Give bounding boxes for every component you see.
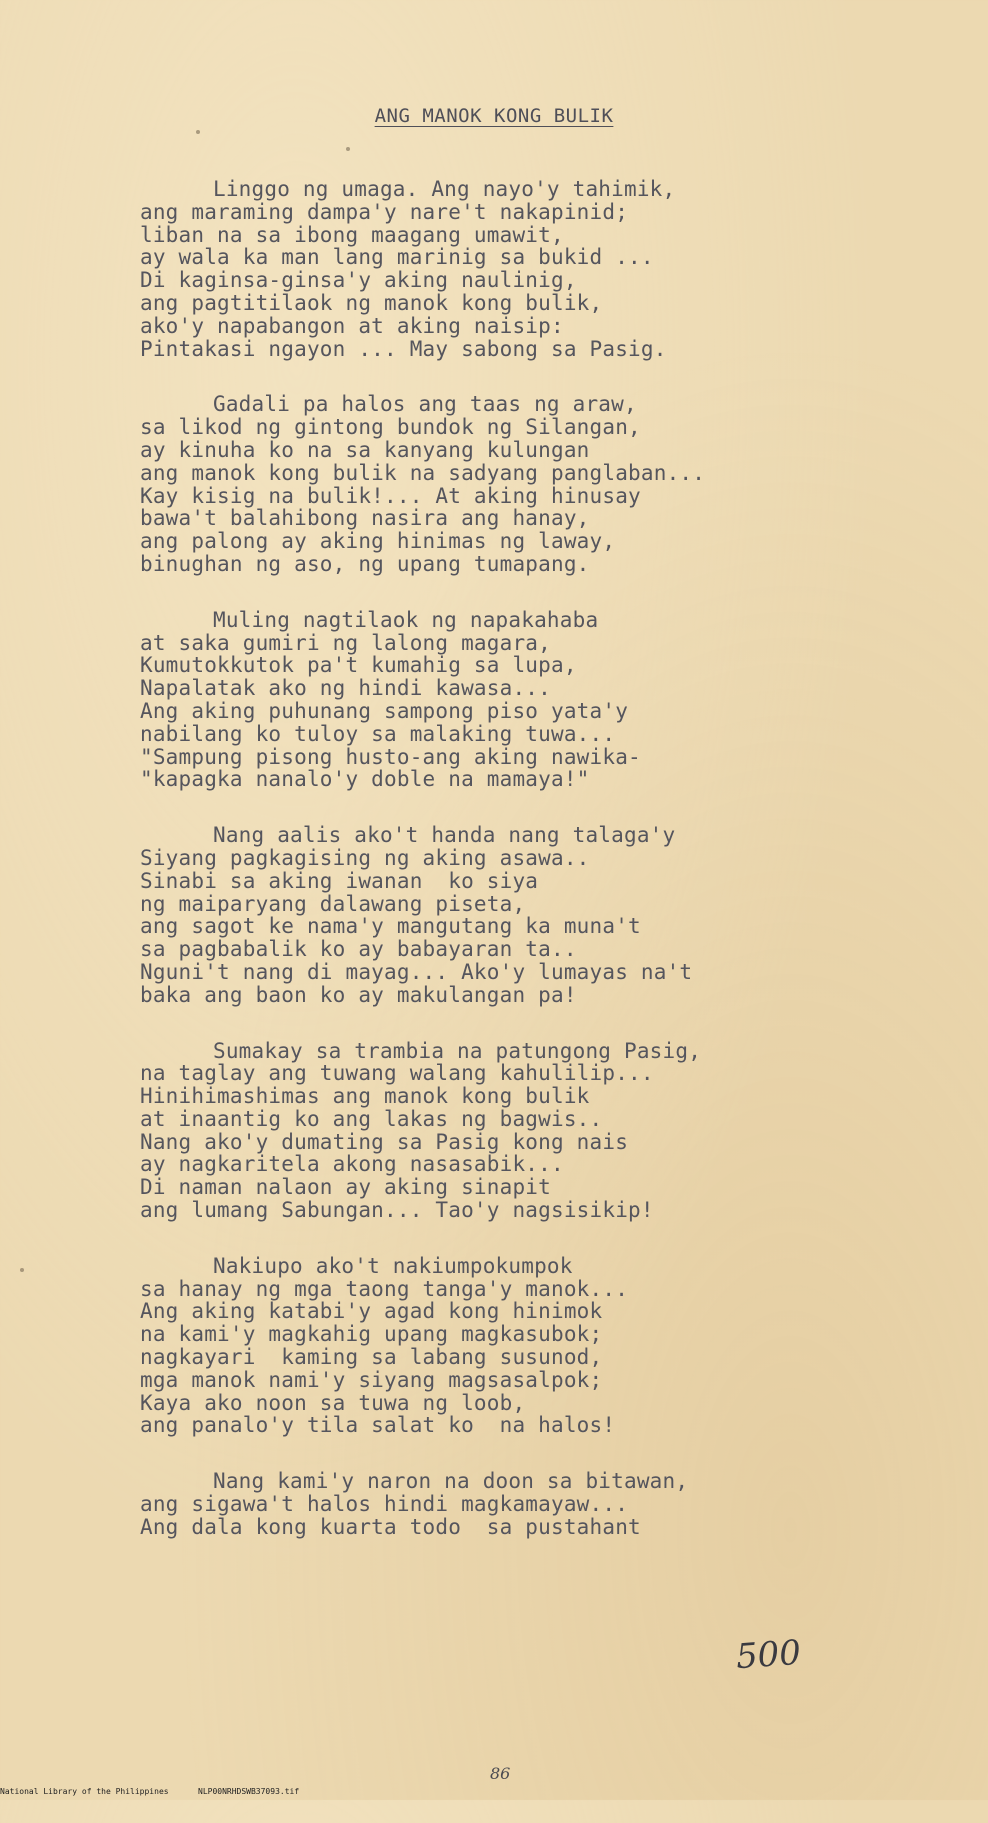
- poem-line: "kapagka nanalo'y doble na mamaya!": [140, 767, 590, 792]
- poem-line: sa hanay ng mga taong tanga'y manok...: [140, 1276, 629, 1301]
- poem-line: Nang kami'y naron na doon sa bitawan,: [213, 1469, 689, 1494]
- paper-speck: [196, 130, 200, 134]
- poem-line: ako'y napabangon at aking naisip:: [140, 313, 564, 338]
- poem-line: ang sigawa't halos hindi magkamayaw...: [140, 1492, 629, 1517]
- poem-line: Di naman nalaon ay aking sinapit: [140, 1175, 551, 1200]
- poem-line: nagkayari kaming sa labang susunod,: [140, 1345, 603, 1370]
- poem-line: Pintakasi ngayon ... May sabong sa Pasig.: [140, 336, 667, 361]
- footer-file-id: NLP00NRHDSWB37093.tif: [198, 1787, 300, 1796]
- poem-line: "Sampung pisong husto-ang aking nawika-: [140, 744, 641, 769]
- poem-line: binughan ng aso, ng upang tumapang.: [140, 551, 590, 576]
- scan-footer: [0, 1787, 300, 1823]
- poem-line: Hinihimashimas ang manok kong bulik: [140, 1084, 590, 1109]
- poem-line: Nakiupo ako't nakiumpokumpok: [213, 1253, 573, 1278]
- poem-line: Di kaginsa-ginsa'y aking naulinig,: [140, 268, 577, 293]
- poem-line: Ang dala kong kuarta todo sa pustahant: [140, 1514, 641, 1539]
- paper-speck: [20, 1268, 24, 1272]
- poem-line: sa likod ng gintong bundok ng Silangan,: [140, 415, 641, 440]
- poem-line: Ang aking katabi'y agad kong hinimok: [140, 1299, 603, 1324]
- poem-line: ang maraming dampa'y nare't nakapinid;: [140, 199, 629, 224]
- poem-line: Sumakay sa trambia na patungong Pasig,: [213, 1038, 702, 1063]
- handwritten-number: 500: [734, 1632, 803, 1678]
- stanza: [140, 609, 960, 791]
- poem-line: Muling nagtilaok ng napakahaba: [213, 607, 599, 632]
- poem-line: ang lumang Sabungan... Tao'y nagsisikip!: [140, 1198, 654, 1223]
- poem-line: ang manok kong bulik na sadyang panglaban...: [140, 460, 706, 485]
- poem-line: ng maiparyang dalawang piseta,: [140, 891, 526, 916]
- poem-line: Nang ako'y dumating sa Pasig kong nais: [140, 1129, 629, 1154]
- poem-line: at saka gumiri ng lalong magara,: [140, 630, 551, 655]
- stanza: [140, 1470, 960, 1538]
- poem-line: ay wala ka man lang marinig sa bukid ...: [140, 245, 654, 270]
- poem-line: Gadali pa halos ang taas ng araw,: [213, 392, 637, 417]
- poem-line: na kami'y magkahig upang magkasubok;: [140, 1322, 603, 1347]
- poem-line: at inaantig ko ang lakas ng bagwis..: [140, 1106, 603, 1131]
- poem-line: bawa't balahibong nasira ang hanay,: [140, 506, 590, 531]
- page-number: 86: [490, 1764, 511, 1783]
- poem-line: liban na sa ibong maagang umawit,: [140, 222, 564, 247]
- stanza: [140, 393, 960, 575]
- poem-line: Napalatak ako ng hindi kawasa...: [140, 676, 551, 701]
- poem-line: Ang aking puhunang sampong piso yata'y: [140, 698, 629, 723]
- poem-line: Nang aalis ako't handa nang talaga'y: [213, 823, 676, 848]
- poem-line: ang sagot ke nama'y mangutang ka muna't: [140, 914, 641, 939]
- poem-line: nabilang ko tuloy sa malaking tuwa...: [140, 721, 616, 746]
- poem-line: Linggo ng umaga. Ang nayo'y tahimik,: [213, 177, 676, 201]
- poem-title: ANG MANOK KONG BULIK: [374, 105, 614, 127]
- poem-line: ang panalo'y tila salat ko na halos!: [140, 1413, 616, 1438]
- poem-line: Kaya ako noon sa tuwa ng loob,: [140, 1390, 526, 1415]
- poem-line: Kay kisig na bulik!... At aking hinusay: [140, 483, 641, 508]
- poem-line: mga manok nami'y siyang magsasalpok;: [140, 1367, 603, 1392]
- paper-speck: [346, 147, 350, 151]
- poem-line: ang pagtitilaok ng manok kong bulik,: [140, 290, 603, 315]
- poem-line: Sinabi sa aking iwanan ko siya: [140, 868, 539, 893]
- poem-line: baka ang baon ko ay makulangan pa!: [140, 982, 577, 1007]
- stanza: [140, 178, 960, 360]
- stanza: [140, 1040, 960, 1222]
- poem-line: ay nagkaritela akong nasasabik...: [140, 1152, 564, 1177]
- poem-line: Siyang pagkagising ng aking asawa..: [140, 845, 590, 870]
- poem-line: ay kinuha ko na sa kanyang kulungan: [140, 437, 590, 462]
- poem-line: sa pagbabalik ko ay babayaran ta..: [140, 937, 577, 962]
- footer-library: National Library of the Philippines: [0, 1787, 169, 1796]
- poem-line: ang palong ay aking hinimas ng laway,: [140, 529, 616, 554]
- poem-body: [140, 178, 960, 1572]
- stanza: [140, 1255, 960, 1437]
- stanza: [140, 824, 960, 1006]
- poem-line: Kumutokkutok pa't kumahig sa lupa,: [140, 653, 577, 678]
- poem-line: Nguni't nang di mayag... Ako'y lumayas na't: [140, 959, 693, 984]
- poem-line: na taglay ang tuwang walang kahulilip...: [140, 1061, 654, 1086]
